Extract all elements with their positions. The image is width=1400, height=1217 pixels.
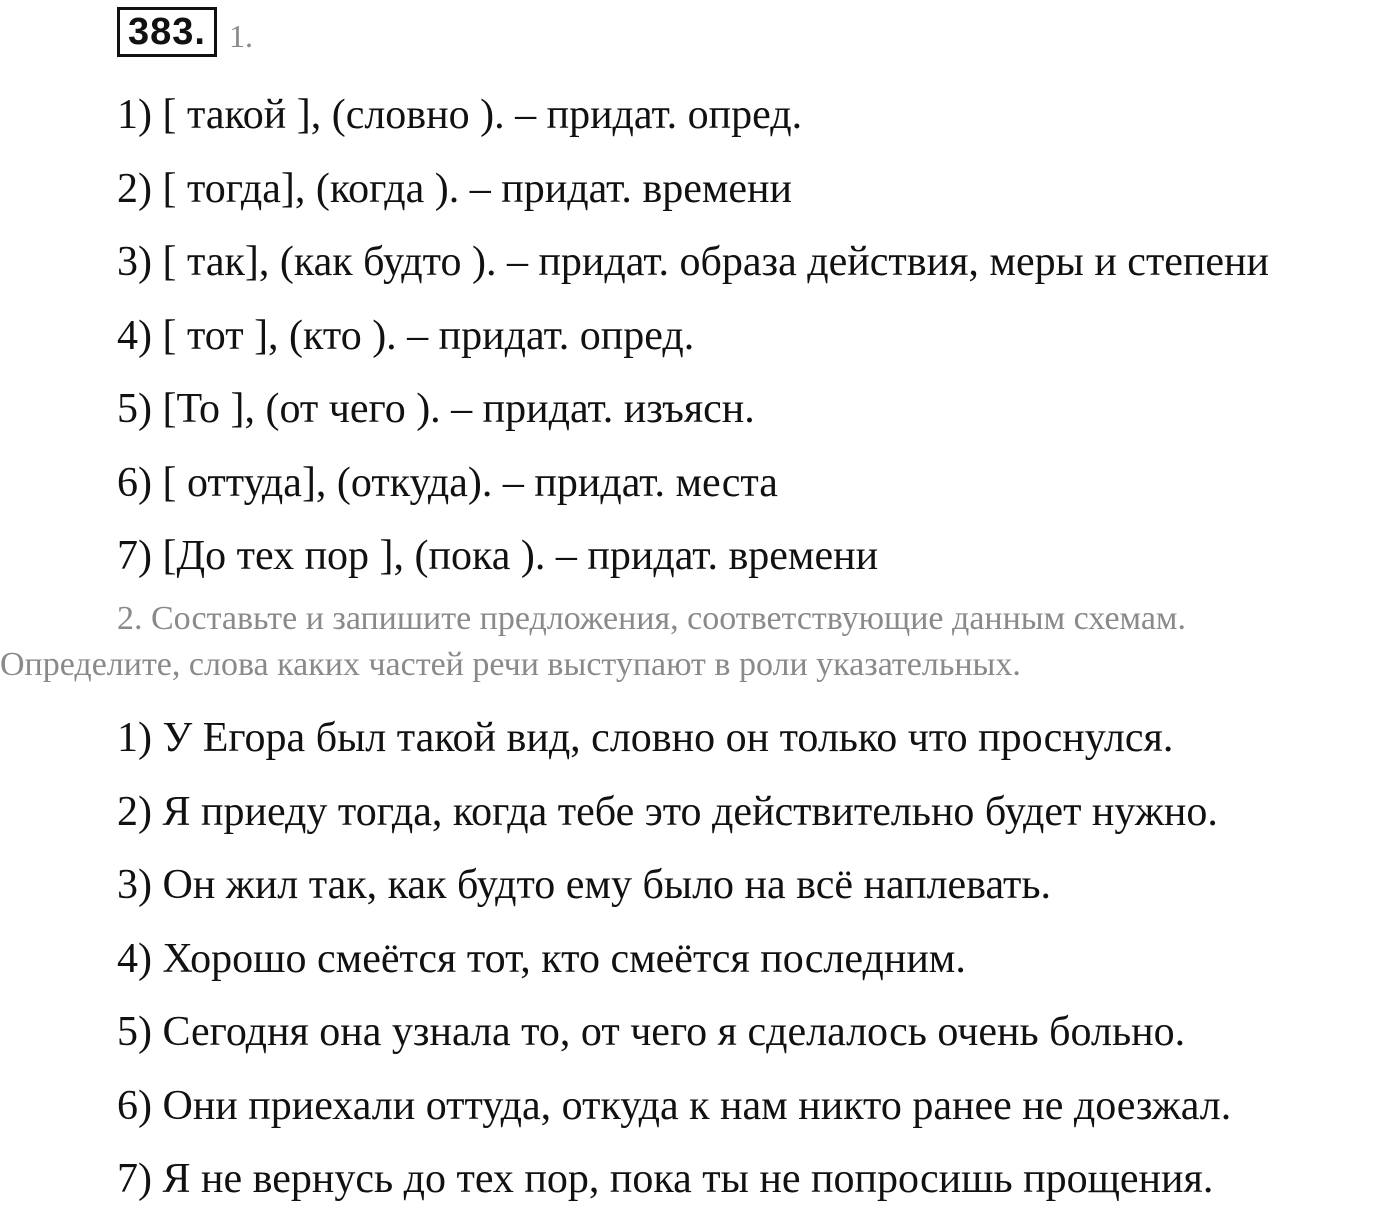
scheme-item: 7) [До тех пор ], (пока ). – придат. времени [117, 533, 879, 579]
schemes-list [117, 79, 1269, 594]
task-two-line: Определите, слова каких частей речи выступают в роли указательных. [0, 646, 1021, 683]
scheme-item: 3) [ так], (как будто ). – придат. образа действия, меры и степени [117, 239, 1270, 285]
sentence-item: 2) Я приеду тогда, когда тебе это действительно будет нужно. [117, 788, 1218, 835]
exercise-header [117, 6, 253, 58]
sentence-item: 5) Сегодня она узнала то, от чего я сделалось очень больно. [117, 1009, 1186, 1055]
sentence-item: 3) Он жил так, как будто ему было на всё наплевать. [117, 862, 1052, 908]
scheme-item: 1) [ такой ], (словно ). – придат. опред. [117, 92, 803, 138]
sentence-item: 7) Я не вернусь до тех пор, пока ты не попросишь прощения. [117, 1156, 1214, 1202]
sentence-item: 4) Хорошо смеётся тот, кто смеётся последним. [117, 935, 966, 982]
scheme-item: 2) [ тогда], (когда ). – придат. времени [117, 165, 793, 212]
scheme-item: 5) [То ], (от чего ). – придат. изъясн. [117, 386, 755, 432]
sentences-list [117, 702, 1231, 1217]
sentence-item: 6) Они приехали оттуда, откуда к нам никто ранее не доезжал. [117, 1082, 1232, 1129]
task-two-instructions [0, 596, 1395, 688]
task-two-line: 2. Составьте и запишите предложения, соответствующие данным схемам. [117, 600, 1186, 637]
scheme-item: 4) [ тот ], (кто ). – придат. опред. [117, 312, 695, 359]
part-one-label: 1. [228, 17, 253, 54]
sentence-item: 1) У Егора был такой вид, словно он только что проснулся. [117, 715, 1174, 761]
scheme-item: 6) [ оттуда], (откуда). – придат. места [117, 459, 778, 506]
exercise-number: 383. [117, 7, 217, 57]
